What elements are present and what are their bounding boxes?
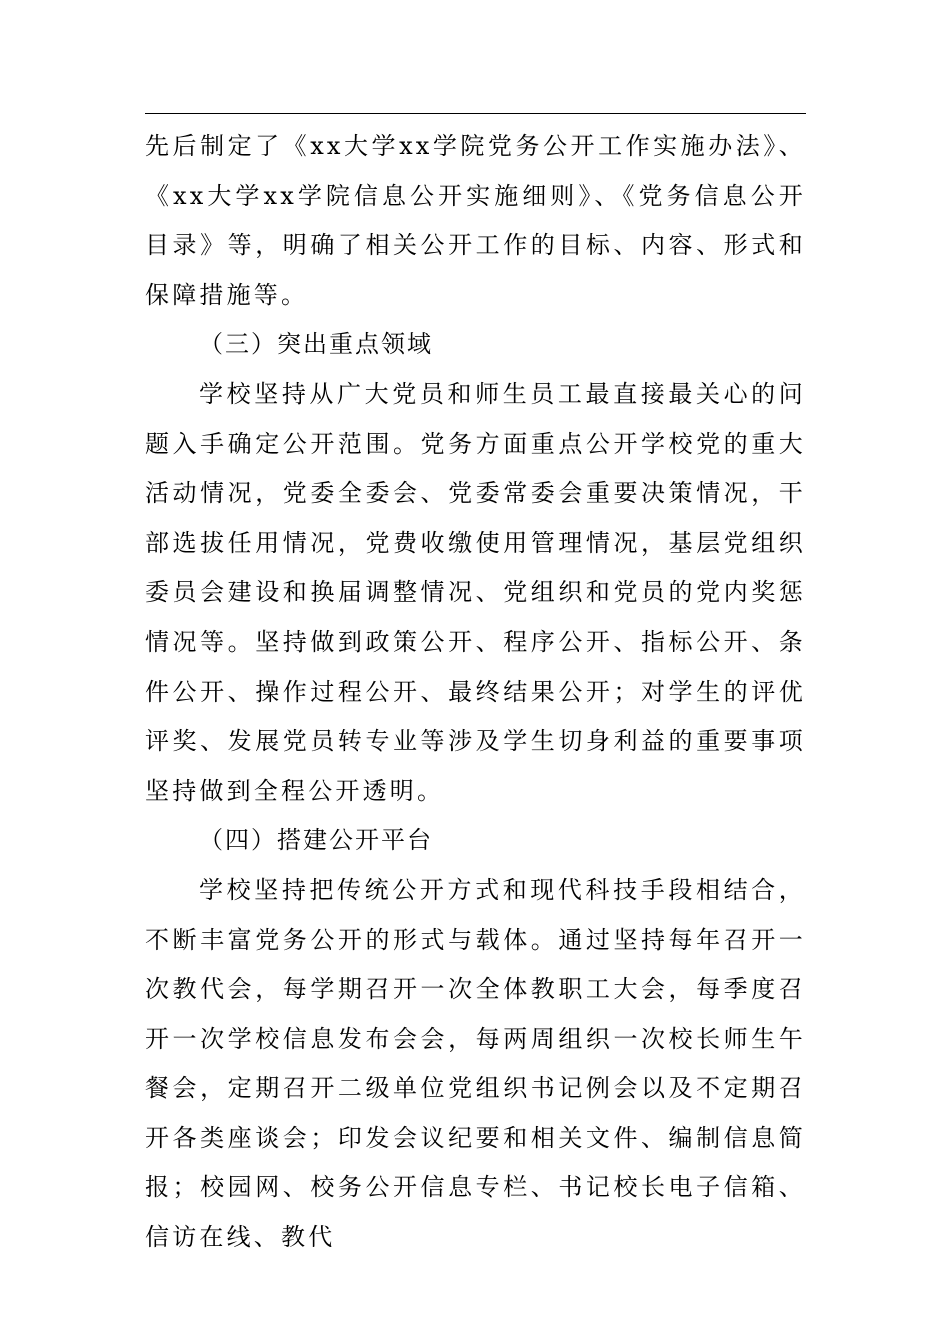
paragraph-continuation: 先后制定了《xx大学xx学院党务公开工作实施办法》、《xx大学xx学院信息公开实施细则》、《党务信息公开目录》等，明确了相关公开工作的目标、内容、形式和保障措施等。 [145, 132, 806, 309]
section-heading-3: （三）突出重点领域 [199, 330, 433, 359]
document-body [145, 122, 806, 1263]
header-rule [145, 113, 806, 114]
paragraph-key-areas: 学校坚持从广大党员和师生员工最直接最关心的问题入手确定公开范围。党务方面重点公开学校党的重大活动情况，党委全委会、党委常委会重要决策情况，干部选拔任用情况，党费收缴使用管理情况，基层党组织委员会建设和换届调整情况、党组织和党员的党内奖惩情况等。坚持做到政策公开、程序公开、指标公开、条件公开、操作过程公开、最终结果公开；对学生的评优评奖、发展党员转专业等涉及学生切身利益的重要事项坚持做到全程公开透明。 [145, 379, 806, 805]
paragraph-platforms: 学校坚持把传统公开方式和现代科技手段相结合，不断丰富党务公开的形式与载体。通过坚持每年召开一次教代会，每学期召开一次全体教职工大会，每季度召开一次学校信息发布会会，每两周组织一次校长师生午餐会，定期召开二级单位党组织书记例会以及不定期召开各类座谈会；印发会议纪要和相关文件、编制信息简报；校园网、校务公开信息专栏、书记校长电子信箱、信访在线、教代 [145, 875, 806, 1252]
section-heading-4: （四）搭建公开平台 [199, 826, 433, 855]
